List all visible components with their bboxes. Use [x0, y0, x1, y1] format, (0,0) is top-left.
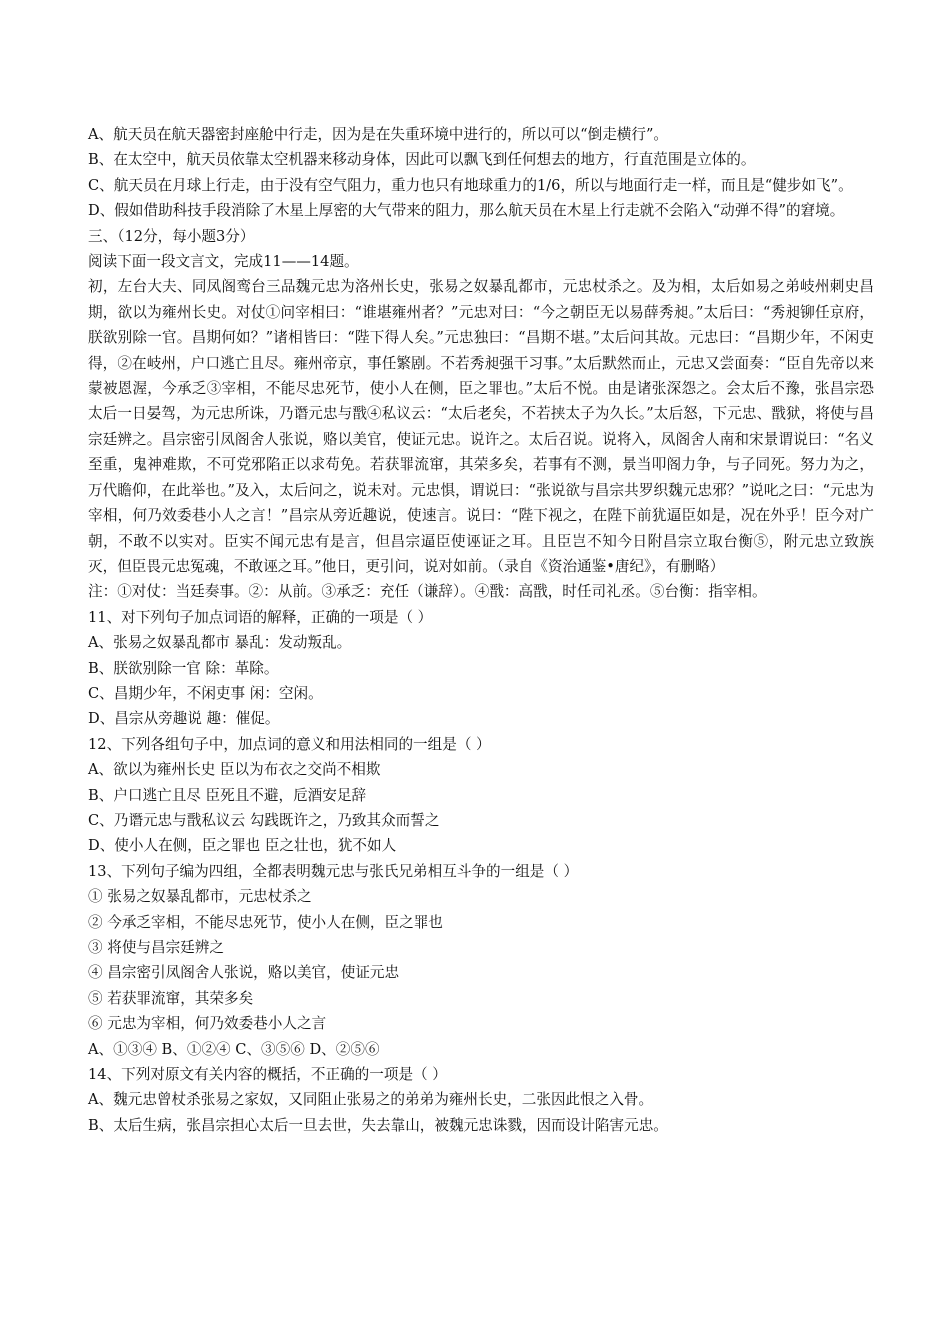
q10-option-b: B、在太空中，航天员依靠太空机器来移动身体，因此可以飘飞到任何想去的地方，行直范围是立体的。 — [88, 151, 756, 169]
q10-option-d: D、假如借助科技手段消除了木星上厚密的大气带来的阻力，那么航天员在木星上行走就不会陷入“动弹不得”的窘境。 — [88, 202, 845, 220]
passage-text: 初，左台大夫、同凤阁鸾台三品魏元忠为洛州长史，张易之奴暴乱都市，元忠杖杀之。及为相，太后如易之弟岐州刺史昌期，欲以为雍州长史。对仗①问宰相曰：“谁堪雍州者？”元忠对曰：“今之朝臣无以易薛秀昶。”太后曰：“秀昶铆任京府，朕欲别除一官。昌期何如？”诸相皆曰：“陛下得人矣。”元忠独曰：“昌期不堪。”太后问其故。元忠曰：“昌期少年，不闲吏得，②在岐州，户口逃亡且尽。雍州帝京，事任繁剧。不若秀昶强干习事。”太后默然而止，元忠又尝面奏：“臣自先帝以来蒙被恩渥，今承乏③宰相，不能尽忠死节，使小人在侧，臣之罪也。”太后不悦。由是诸张深怨之。会太后不豫，张昌宗恐太后一日晏驾，为元忠所诛，乃谮元忠与戬④私议云：“太后老矣，不若挟太子为久长。”太后怒，下元忠、戬狱，将使与昌宗廷辨之。昌宗密引凤阁舍人张说，赂以美官，使证元忠。说许之。太后召说。说将入，凤阁舍人南和宋景谓说曰：“名义至重，鬼神难欺，不可党邪陷正以求苟免。若获罪流窜，其荣多矣，若事有不测，景当叩阁力争，与子同死。努力为之，万代瞻仰，在此举也。”及入，太后问之，说未对。元忠惧，谓说曰：“张说欲与昌宗共罗织魏元忠邪？”说叱之曰：“元忠为宰相，何乃效委巷小人之言！”昌宗从旁近趣说，使速言。说曰：“陛下视之，在陛下前犹逼臣如是，况在外乎！臣今对广朝，不敢不以实对。臣实不闻元忠有是言，但昌宗逼臣使诬证之耳。且臣岂不知今日附昌宗立取台衡⑤，附元忠立致族灭，但臣畏元忠冤魂，不敢诬之耳。”他日，更引问，说对如前。（录自《资治通鉴•唐纪》，有删略） — [88, 278, 874, 575]
q13-item-4: ④ 昌宗密引凤阁舍人张说，赂以美官，使证元忠 — [88, 964, 400, 982]
q11-option-b: B、朕欲别除一官 除：革除。 — [88, 659, 279, 677]
q13-item-6: ⑥ 元忠为宰相，何乃效委巷小人之言 — [88, 1015, 327, 1033]
q10-option-c: C、航天员在月球上行走，由于没有空气阻力，重力也只有地球重力的1/6，所以与地面行走一样，而且是“健步如飞”。 — [88, 176, 853, 194]
question-13 — [88, 859, 874, 1062]
q12-option-c: C、乃谮元忠与戬私议云 勾践既许之，乃致其众而誓之 — [88, 811, 440, 829]
q11-option-a: A、张易之奴暴乱都市 暴乱：发动叛乱。 — [88, 634, 352, 652]
q13-item-3: ③ 将使与昌宗廷辨之 — [88, 939, 224, 956]
q13-item-2: ② 今承乏宰相，不能尽忠死节，使小人在侧，臣之罪也 — [88, 913, 443, 931]
q13-item-1: ① 张易之奴暴乱都市，元忠杖杀之 — [88, 888, 312, 906]
question-12 — [88, 732, 874, 859]
q13-options: A、①③④ B、①②④ C、③⑤⑥ D、②⑤⑥ — [88, 1040, 380, 1058]
classical-passage — [88, 274, 874, 579]
passage-notes: 注：①对仗：当廷奏事。②：从前。③承乏：充任（谦辞）。④戬：高戬，时任司礼丞。⑤台衡：指宰相。 — [88, 583, 767, 601]
q12-option-b: B、户口逃亡且尽 臣死且不避，卮酒安足辞 — [88, 786, 367, 804]
q13-item-5: ⑤ 若获罪流窜，其荣多矣 — [88, 989, 254, 1007]
question-11 — [88, 605, 874, 732]
q14-option-b: B、太后生病，张昌宗担心太后一旦去世，失去靠山，被魏元忠诛戮，因而设计陷害元忠。 — [88, 1116, 668, 1134]
q11-option-d: D、昌宗从旁趣说 趣：催促。 — [88, 710, 280, 728]
section-instruction: 阅读下面一段文言文，完成11——14题。 — [88, 253, 359, 271]
q10-option-a: A、航天员在航天器密封座舱中行走，因为是在失重环境中进行的，所以可以“倒走横行”。 — [88, 126, 669, 143]
q10-options — [88, 122, 874, 224]
q12-stem: 12、下列各组句子中，加点词的意义和用法相同的一组是（ ） — [88, 735, 491, 753]
q14-option-a: A、魏元忠曾杖杀张易之家奴，又同阻止张易之的弟弟为雍州长史，二张因此恨之入骨。 — [88, 1091, 654, 1109]
q13-stem: 13、下列句子编为四组，全都表明魏元忠与张氏兄弟相互斗争的一组是（ ） — [88, 862, 579, 880]
q12-option-a: A、欲以为雍州长史 臣以为布衣之交尚不相欺 — [88, 761, 381, 779]
question-14 — [88, 1062, 874, 1138]
q11-stem: 11、对下列句子加点词语的解释，正确的一项是（ ） — [88, 608, 433, 626]
q12-option-d: D、使小人在侧，臣之罪也 臣之壮也，犹不如人 — [88, 837, 397, 855]
section-heading: 三、（12分，每小题3分） — [88, 227, 255, 245]
q14-stem: 14、下列对原文有关内容的概括，不正确的一项是（ ） — [88, 1066, 447, 1084]
q11-option-c: C、昌期少年，不闲吏事 闲：空闲。 — [88, 684, 323, 702]
document-page — [88, 122, 874, 1138]
